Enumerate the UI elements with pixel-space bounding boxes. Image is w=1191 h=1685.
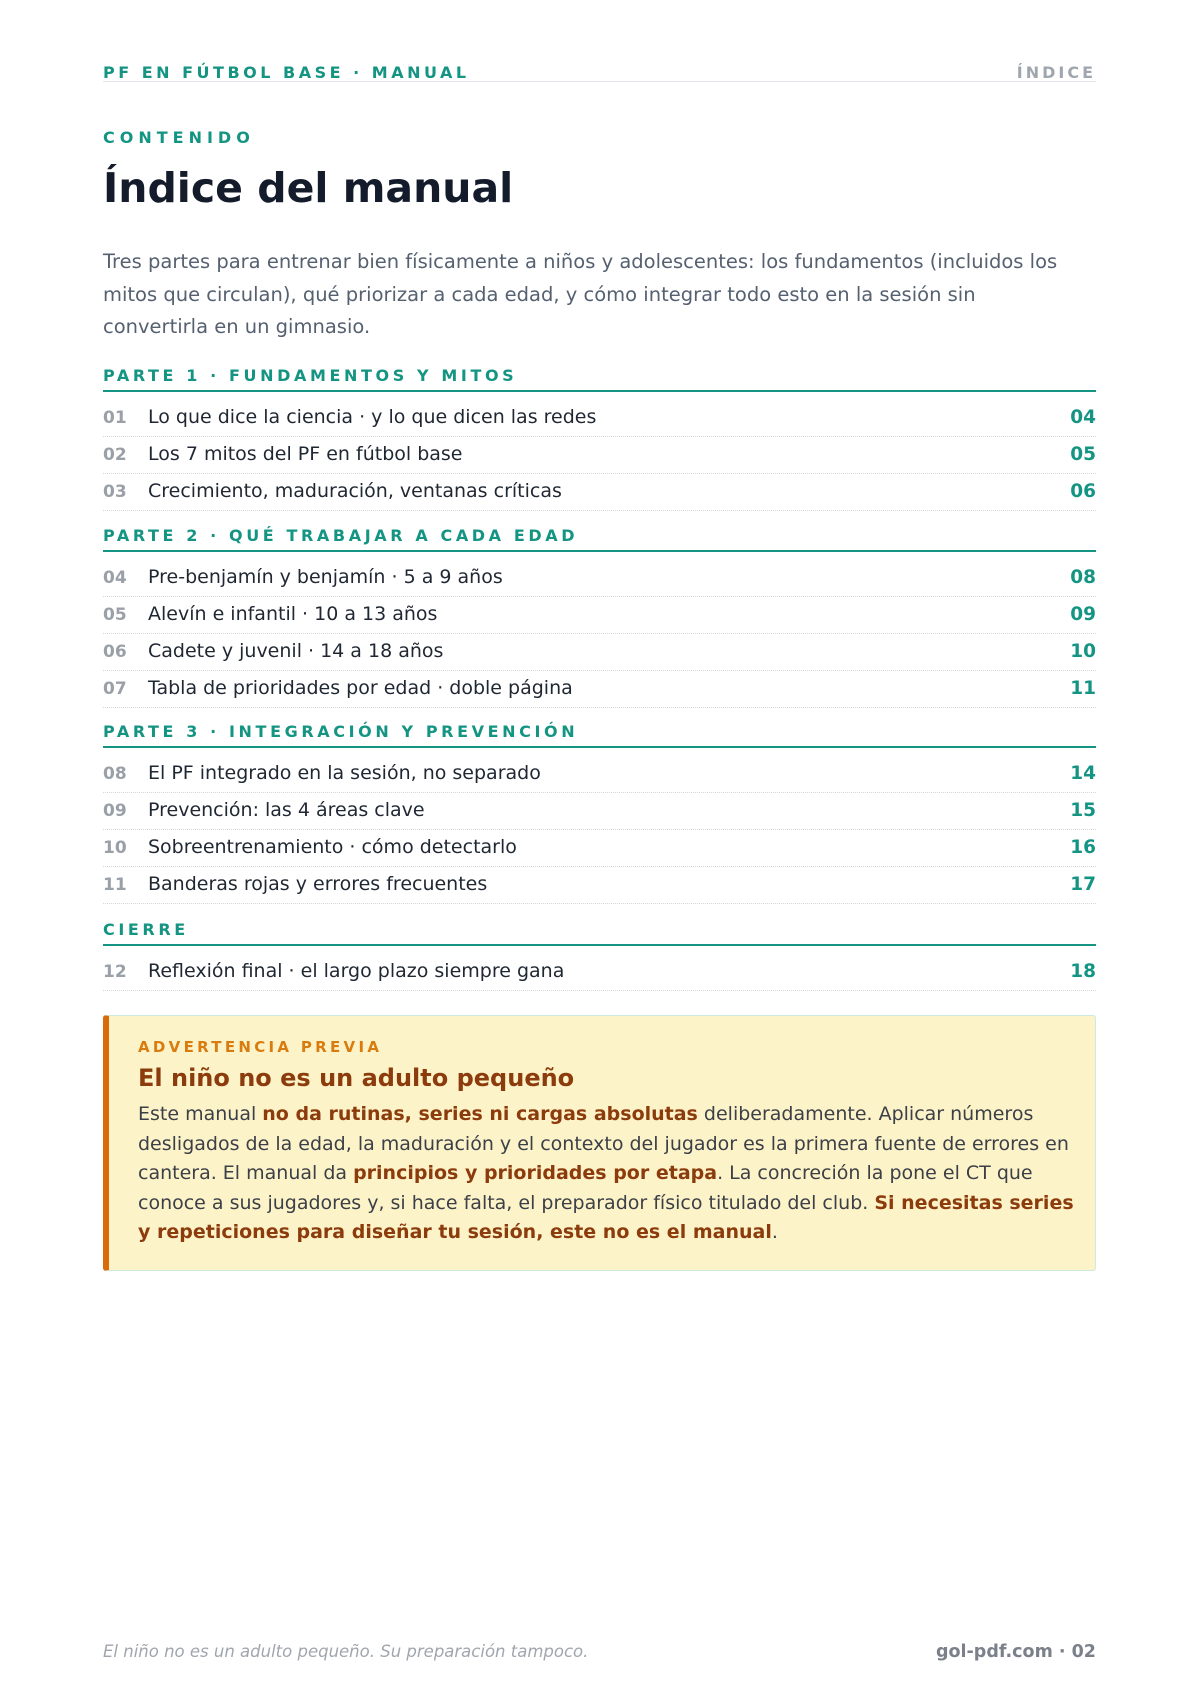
toc-item-title: Cadete y juvenil · 14 a 18 años	[148, 640, 444, 662]
toc-item-title: El PF integrado en la sesión, no separado	[148, 762, 541, 784]
part-3-header	[103, 722, 1096, 748]
toc-row[interactable]	[103, 633, 1096, 671]
toc-row[interactable]	[103, 670, 1096, 708]
warning-emphasis: principios y prioridades por etapa	[353, 1162, 718, 1184]
part-2-header	[103, 526, 1096, 552]
footer-site-page[interactable]: gol-pdf.com · 02	[936, 1642, 1096, 1662]
warning-kicker: ADVERTENCIA PREVIA	[138, 1038, 383, 1056]
part-3-label: PARTE 3 · INTEGRACIÓN Y PREVENCIÓN	[103, 722, 579, 741]
toc-item-page: 09	[1070, 604, 1096, 625]
toc-item-page: 11	[1070, 678, 1096, 699]
warning-emphasis: Si necesitas series y repeticiones para diseñar tu sesión, este no es el manual	[138, 1191, 1074, 1243]
toc-row[interactable]	[103, 792, 1096, 830]
toc-row[interactable]	[103, 866, 1096, 904]
toc-item-number: 10	[103, 838, 127, 858]
warning-text: . La concreción la pone el CT que conoce a sus jugadores y, si hace falta, el preparador físico titulado del club.	[138, 1162, 1033, 1214]
closing-header	[103, 920, 1096, 946]
toc-item-page: 18	[1070, 961, 1096, 982]
toc-item-title: Tabla de prioridades por edad · doble página	[148, 677, 573, 699]
section-kicker: CONTENIDO	[103, 128, 255, 147]
toc-item-page: 17	[1070, 874, 1096, 895]
toc-row[interactable]	[103, 399, 1096, 437]
toc-item-number: 11	[103, 875, 127, 895]
toc-item-number: 07	[103, 679, 127, 699]
toc-item-number: 12	[103, 962, 127, 982]
page-title: Índice del manual	[103, 164, 514, 212]
warning-emphasis: no da rutinas, series ni cargas absolutas	[262, 1103, 698, 1125]
toc-item-page: 05	[1070, 444, 1096, 465]
toc-item-title: Los 7 mitos del PF en fútbol base	[148, 443, 463, 465]
toc-item-number: 08	[103, 764, 127, 784]
toc-item-number: 06	[103, 642, 127, 662]
toc-item-page: 15	[1070, 800, 1096, 821]
toc-item-page: 14	[1070, 763, 1096, 784]
toc-row[interactable]	[103, 596, 1096, 634]
part-1-label: PARTE 1 · FUNDAMENTOS Y MITOS	[103, 366, 518, 385]
toc-item-page: 04	[1070, 407, 1096, 428]
toc-item-page: 16	[1070, 837, 1096, 858]
toc-item-number: 01	[103, 408, 127, 428]
toc-item-title: Alevín e infantil · 10 a 13 años	[148, 603, 438, 625]
warning-text: Este manual	[138, 1103, 263, 1125]
toc-item-title: Sobreentrenamiento · cómo detectarlo	[148, 836, 517, 858]
intro-paragraph: Tres partes para entrenar bien físicamente a niños y adolescentes: los fundamentos (incluidos los mitos que circulan), qué priorizar a cada edad, y cómo integrar todo esto en la sesión sin convertirla en un gimnasio.	[103, 250, 1058, 338]
running-header	[103, 62, 1096, 82]
toc-row[interactable]	[103, 473, 1096, 511]
warning-title: El niño no es un adulto pequeño	[138, 1064, 575, 1092]
toc-item-title: Crecimiento, maduración, ventanas críticas	[148, 480, 562, 502]
toc-row[interactable]	[103, 559, 1096, 597]
toc-row[interactable]	[103, 829, 1096, 867]
warning-callout	[103, 1015, 1096, 1271]
toc-item-page: 06	[1070, 481, 1096, 502]
manual-page	[103, 0, 1096, 1685]
footer-tagline: El niño no es un adulto pequeño. Su preparación tampoco.	[103, 1642, 589, 1661]
closing-label: CIERRE	[103, 920, 189, 939]
part-2-label: PARTE 2 · QUÉ TRABAJAR A CADA EDAD	[103, 526, 579, 545]
part-1-header	[103, 366, 1096, 392]
toc-item-title: Banderas rojas y errores frecuentes	[148, 873, 488, 895]
toc-item-number: 05	[103, 605, 127, 625]
toc-item-title: Lo que dice la ciencia · y lo que dicen las redes	[148, 406, 597, 428]
toc-item-number: 04	[103, 568, 127, 588]
toc-item-page: 10	[1070, 641, 1096, 662]
warning-body	[138, 1100, 1078, 1248]
toc-row[interactable]	[103, 755, 1096, 793]
toc-item-title: Pre-benjamín y benjamín · 5 a 9 años	[148, 566, 503, 588]
toc-item-title: Prevención: las 4 áreas clave	[148, 799, 425, 821]
toc-row[interactable]	[103, 436, 1096, 474]
warning-text: deliberadamente. Aplicar números desligados de la edad, la maduración y el contexto del jugador es la primera fuente de errores en cantera. El manual da	[138, 1103, 1069, 1184]
warning-text: .	[771, 1221, 778, 1243]
toc-item-page: 08	[1070, 567, 1096, 588]
toc-item-number: 02	[103, 445, 127, 465]
running-header-section: ÍNDICE	[1016, 63, 1096, 82]
toc-item-number: 03	[103, 482, 127, 502]
toc-item-title: Reflexión final · el largo plazo siempre gana	[148, 960, 565, 982]
toc-item-number: 09	[103, 801, 127, 821]
toc-row[interactable]	[103, 953, 1096, 991]
running-header-title: PF EN FÚTBOL BASE · MANUAL	[103, 63, 470, 82]
